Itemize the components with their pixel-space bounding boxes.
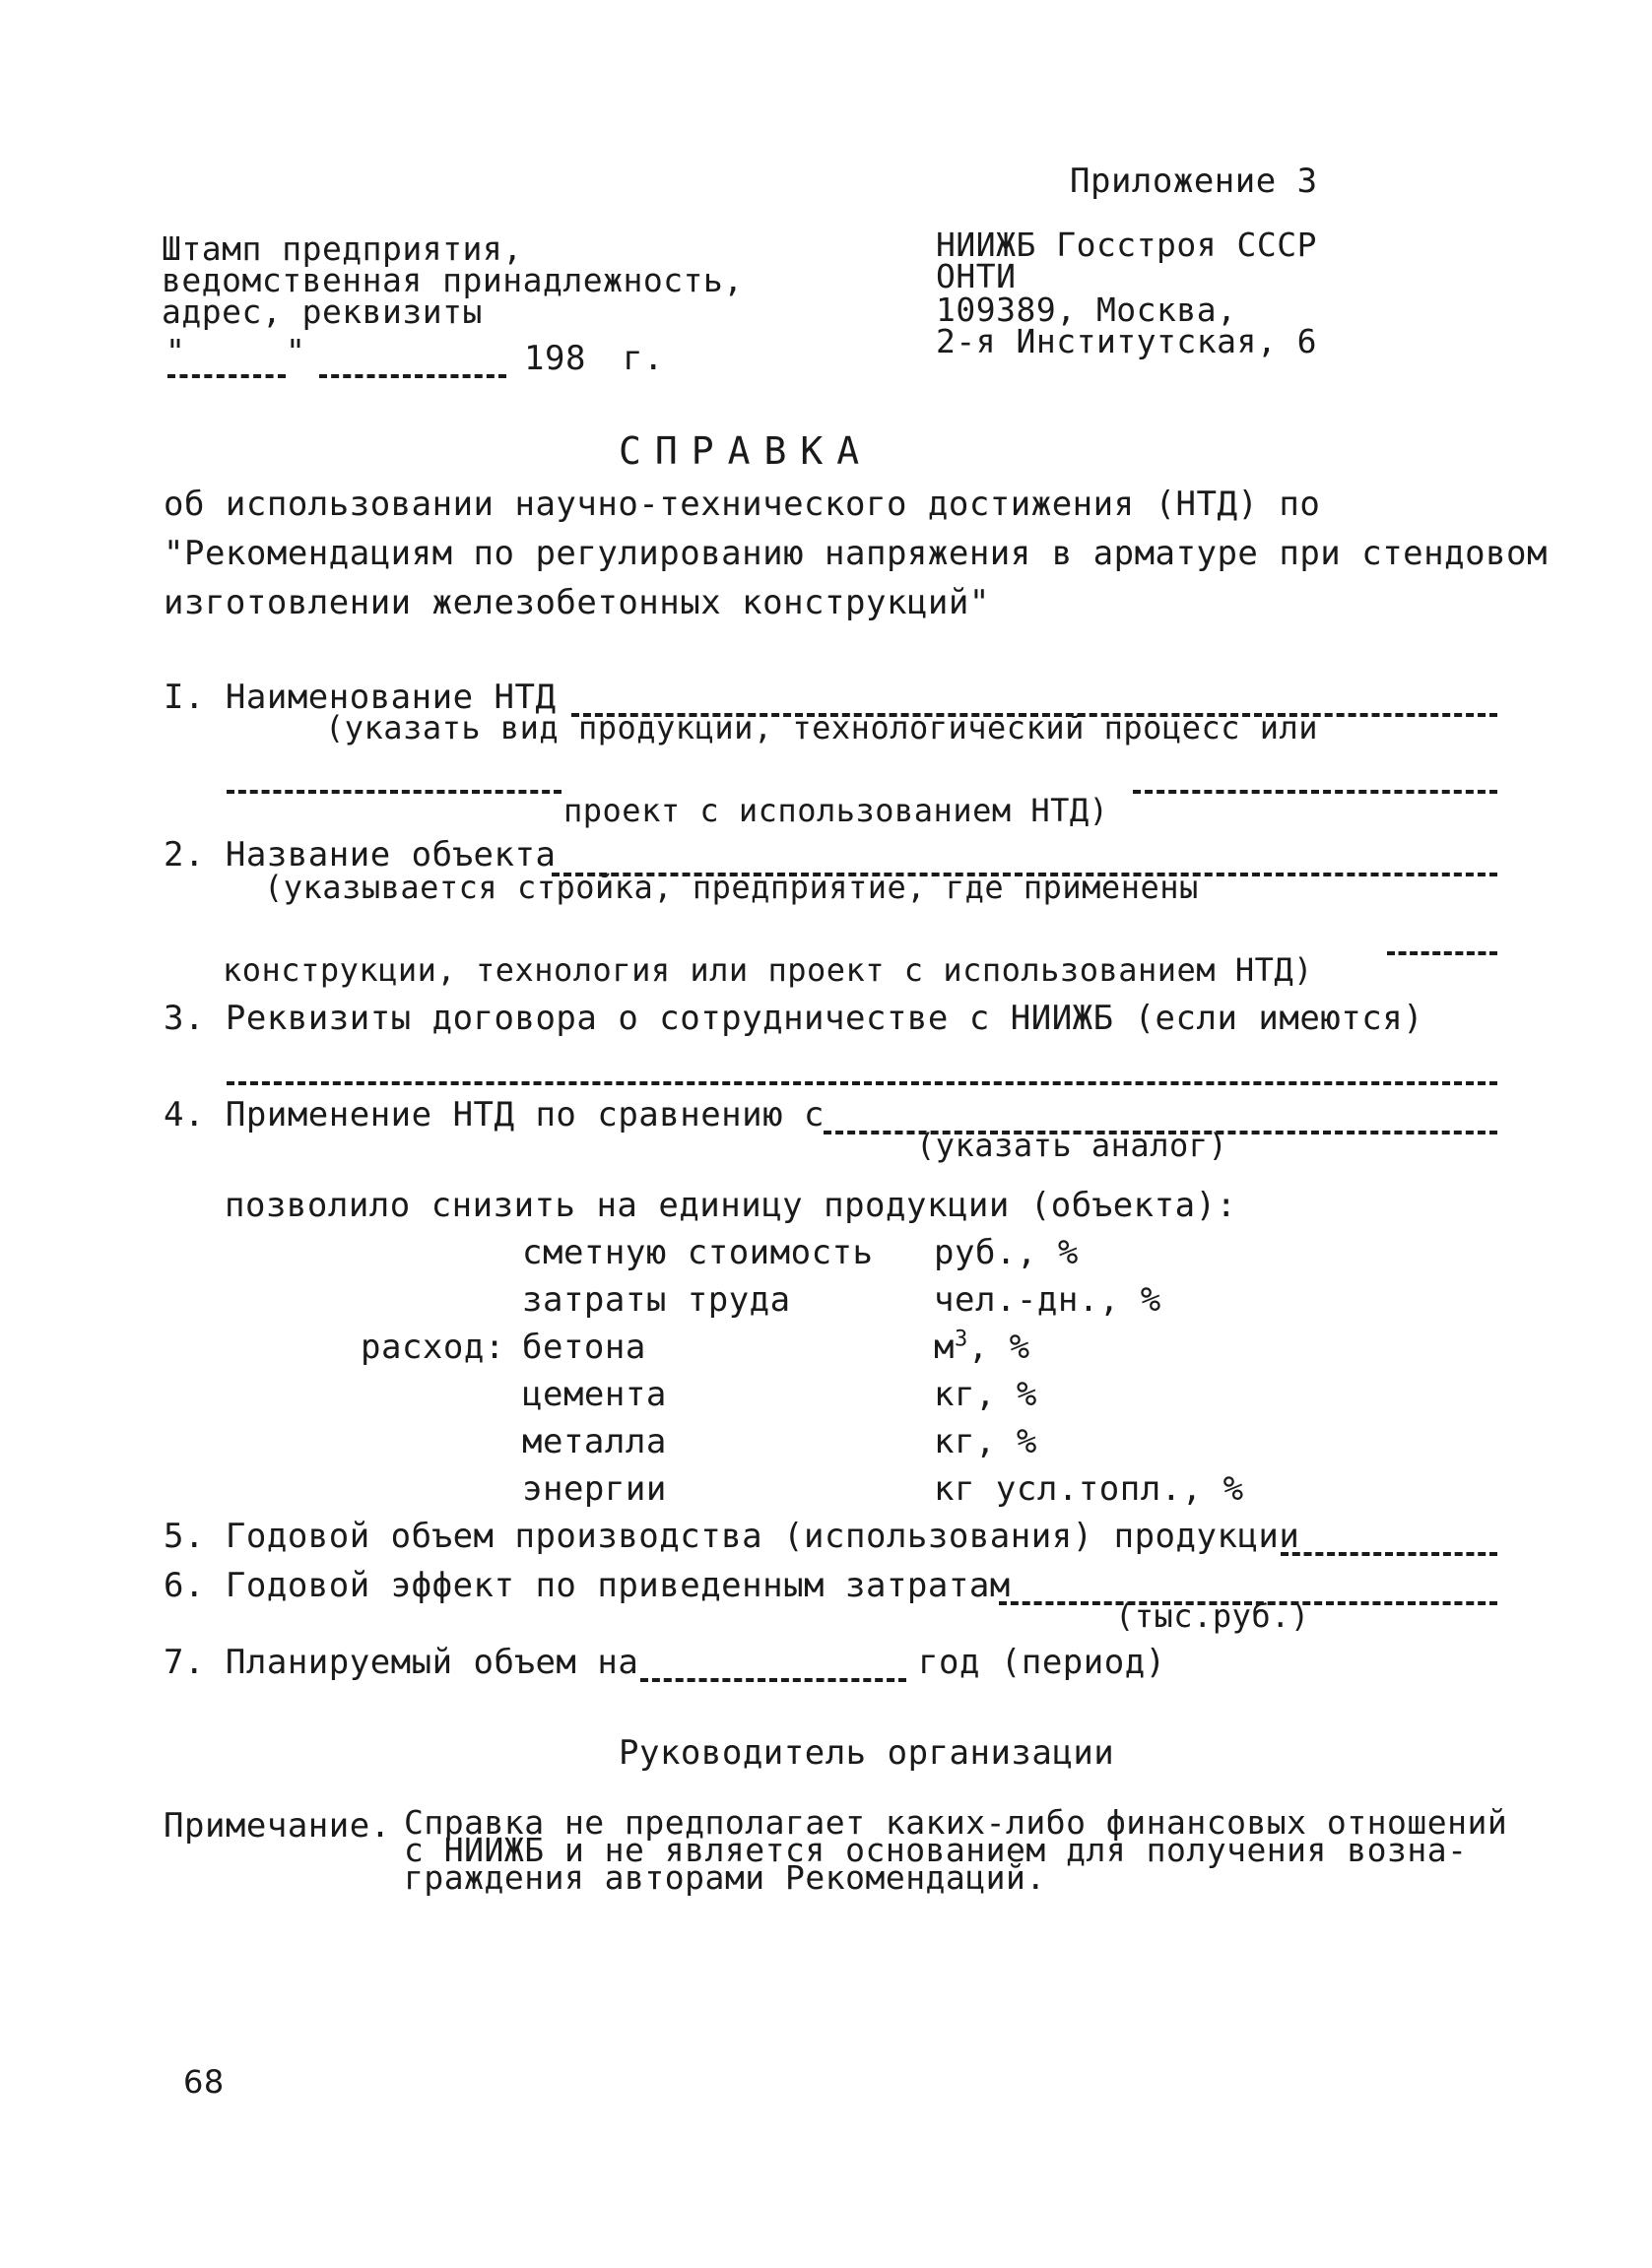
item-7-blank-line[interactable]	[640, 1678, 906, 1682]
item-7-label: 7. Планируемый объем на	[164, 1643, 639, 1682]
item-3-label: 3. Реквизиты договора о сотрудничестве с НИИЖБ (если имеются)	[164, 999, 1424, 1038]
item-4-hint: (указать аналог)	[916, 1127, 1228, 1164]
appendix-label: Приложение 3	[1070, 162, 1318, 201]
stamp-line-2: ведомственная принадлежность,	[162, 261, 744, 299]
date-quote-close: "	[286, 332, 306, 370]
document-title: СПРАВКА	[619, 429, 874, 473]
addressee-line-4: 2-я Институтская, 6	[936, 322, 1317, 360]
date-month-blank	[319, 374, 506, 378]
item-1-hint-1: (указать вид продукции, технологический процесс или	[325, 709, 1319, 746]
item-6-label: 6. Годовой эффект по приведенным затратам	[164, 1566, 1011, 1605]
subtitle-line-2: "Рекомендациям по регулированию напряжения в арматуре при стендовом	[164, 534, 1548, 573]
item-3-blank-line[interactable]	[227, 1081, 1497, 1085]
item-5-label: 5. Годовой объем производства (использования) продукции	[164, 1517, 1300, 1556]
date-year-prefix: 198	[524, 339, 586, 378]
reduction-name: бетона	[522, 1328, 646, 1367]
item-5-blank-line[interactable]	[1281, 1552, 1497, 1556]
subtitle-line-1: об использовании научно-технического достижения (НТД) по	[164, 485, 1321, 524]
date-day-blank	[167, 374, 286, 378]
note-line-2: с НИИЖБ и не является основанием для получения возна-	[404, 1831, 1468, 1869]
item-1-blank-line-2b[interactable]	[1133, 790, 1497, 794]
item-1-label: I. Наименование НТД	[164, 678, 557, 717]
reduction-unit: кг, %	[934, 1422, 1037, 1461]
note-label: Примечание.	[164, 1806, 391, 1846]
note-line-1: Справка не предполагает каких-либо финансовых отношений	[404, 1803, 1508, 1842]
stamp-line-3: адрес, реквизиты	[162, 292, 483, 331]
addressee-line-3: 109389, Москва,	[936, 291, 1237, 329]
reduction-unit: кг, %	[934, 1375, 1037, 1414]
page-number: 68	[183, 2063, 225, 2101]
head-of-organization: Руководитель организации	[619, 1733, 1115, 1773]
stamp-line-1: Штамп предприятия,	[162, 229, 523, 268]
reduction-unit: руб., %	[934, 1233, 1079, 1272]
addressee-line-2: ОНТИ	[936, 257, 1017, 295]
reduction-unit: чел.-дн., %	[934, 1280, 1161, 1320]
subtitle-line-3: изготовлении железобетонных конструкций"	[164, 583, 990, 622]
reduction-unit-composite	[934, 1329, 1030, 1365]
reduction-name: сметную стоимость	[522, 1233, 874, 1272]
reduction-name: металла	[522, 1422, 667, 1461]
reduction-unit-tail: , %	[967, 1328, 1030, 1367]
item-1-blank-line-2a[interactable]	[227, 790, 562, 794]
reduction-prefix: расход:	[361, 1328, 505, 1367]
item-7-suffix: год (период)	[918, 1643, 1166, 1682]
reduction-name: энергии	[522, 1469, 667, 1509]
item-4-label: 4. Применение НТД по сравнению с	[164, 1095, 826, 1134]
note-line-3: граждения авторами Рекомендаций.	[404, 1858, 1046, 1897]
item-1-hint-2: проект с использованием НТД)	[563, 792, 1109, 829]
reduction-unit: м	[934, 1328, 955, 1367]
reduction-unit-sup: 3	[954, 1327, 968, 1352]
addressee-line-1: НИИЖБ Госстроя СССР	[936, 226, 1317, 264]
reduction-name: цемента	[522, 1375, 667, 1414]
reduction-unit: кг усл.топл., %	[934, 1469, 1244, 1509]
item-4-allowed-text: позволило снизить на единицу продукции (объекта):	[225, 1186, 1237, 1225]
item-2-label: 2. Название объекта	[164, 835, 557, 875]
date-quote-open: "	[165, 332, 186, 370]
date-year-suffix: г.	[623, 339, 664, 378]
item-2-blank-line-2[interactable]	[1387, 951, 1497, 955]
item-6-hint: (тыс.руб.)	[1115, 1597, 1310, 1635]
item-2-hint-2: конструкции, технология или проект с использованием НТД)	[223, 951, 1313, 989]
reduction-name: затраты труда	[522, 1280, 791, 1320]
item-2-hint-1: (указывается стройка, предприятие, где применены	[264, 869, 1199, 906]
